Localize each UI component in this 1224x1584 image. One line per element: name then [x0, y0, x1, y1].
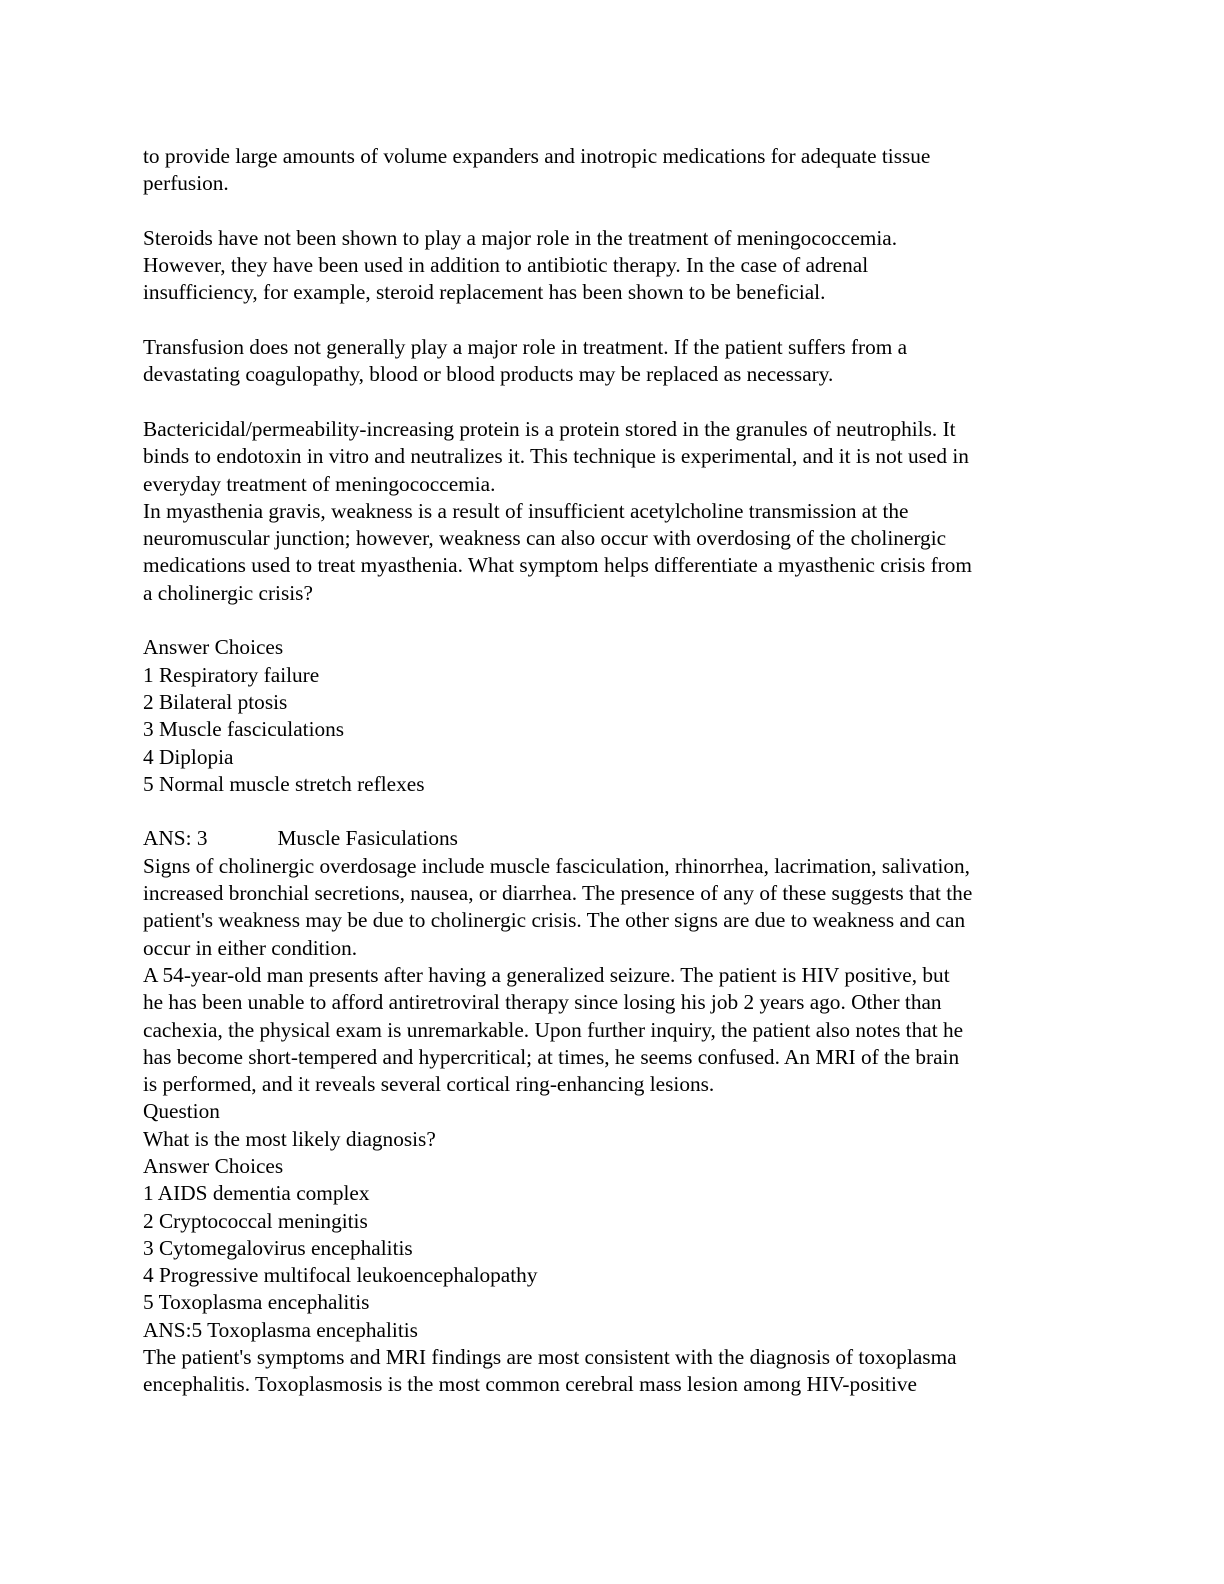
text-line: In myasthenia gravis, weakness is a result of insufficient acetylcholine transmission at the [143, 498, 909, 523]
text-line: is performed, and it reveals several cortical ring-enhancing lesions. [143, 1072, 715, 1097]
text-line: occur in either condition. [143, 935, 358, 960]
text-line: binds to endotoxin in vitro and neutralizes it. This technique is experimental, and it is not used in [143, 444, 969, 469]
answer-choice: 2 Cryptococcal meningitis [143, 1208, 368, 1233]
paragraph-bactericidal-protein [143, 416, 1083, 498]
text-line: medications used to treat myasthenia. What symptom helps differentiate a myasthenic crisis from [143, 553, 972, 578]
text-line: increased bronchial secretions, nausea, or diarrhea. The presence of any of these suggests that the [143, 881, 973, 906]
text-line: insufficiency, for example, steroid replacement has been shown to be beneficial. [143, 280, 826, 305]
paragraph-volume-expanders [143, 143, 1083, 198]
paragraph-steroids [143, 225, 1083, 307]
answer-line-hiv: ANS:5 Toxoplasma encephalitis [143, 1317, 418, 1342]
case-hiv-seizure [143, 962, 1083, 1098]
text-line: neuromuscular junction; however, weakness can also occur with overdosing of the cholinergic [143, 526, 947, 551]
answer-choice: 2 Bilateral ptosis [143, 689, 288, 714]
answer-label: ANS: 3 [143, 826, 208, 851]
paragraph-gap [143, 307, 1083, 334]
explanation-hiv [143, 1344, 1083, 1399]
question-heading: Question [143, 1099, 220, 1124]
text-line: patient's weakness may be due to cholinergic crisis. The other signs are due to weakness and can [143, 908, 966, 933]
text-line: he has been unable to afford antiretroviral therapy since losing his job 2 years ago. Other than [143, 990, 942, 1015]
paragraph-gap [143, 198, 1083, 225]
text-line: Bactericidal/permeability-increasing protein is a protein stored in the granules of neutrophils. It [143, 416, 956, 441]
paragraph-gap [143, 798, 1083, 825]
paragraph-transfusion [143, 334, 1083, 389]
question-text: What is the most likely diagnosis? [143, 1126, 436, 1151]
answer-choice: 5 Normal muscle stretch reflexes [143, 771, 425, 796]
text-line: Transfusion does not generally play a major role in treatment. If the patient suffers from a [143, 335, 908, 360]
answer-choices-hiv [143, 1153, 1083, 1317]
answer-choice: 3 Muscle fasciculations [143, 717, 345, 742]
answer-text: Muscle Fasiculations [277, 826, 458, 851]
paragraph-gap [143, 389, 1083, 416]
answer-choices-myasthenia [143, 634, 1083, 798]
answer-choices-heading: Answer Choices [143, 1153, 284, 1178]
explanation-myasthenia [143, 853, 1083, 962]
text-line: encephalitis. Toxoplasmosis is the most common cerebral mass lesion among HIV-positive [143, 1372, 917, 1397]
answer-choice: 5 Toxoplasma encephalitis [143, 1290, 370, 1315]
document-body [143, 143, 1083, 1399]
text-line: Steroids have not been shown to play a major role in the treatment of meningococcemia. [143, 225, 898, 250]
text-line: devastating coagulopathy, blood or blood products may be replaced as necessary. [143, 362, 834, 387]
text-line: The patient's symptoms and MRI findings are most consistent with the diagnosis of toxoplasma [143, 1345, 957, 1370]
answer-choice: 4 Diplopia [143, 744, 234, 769]
text-line: a cholinergic crisis? [143, 580, 313, 605]
answer-choices-heading: Answer Choices [143, 635, 284, 660]
answer-choice: 4 Progressive multifocal leukoencephalopathy [143, 1263, 538, 1288]
text-line: everyday treatment of meningococcemia. [143, 471, 496, 496]
answer-choice: 1 AIDS dementia complex [143, 1181, 370, 1206]
text-line: has become short-tempered and hypercritical; at times, he seems confused. An MRI of the brain [143, 1044, 960, 1069]
answer-choice: 1 Respiratory failure [143, 662, 320, 687]
question-myasthenia [143, 498, 1083, 607]
text-line: cachexia, the physical exam is unremarkable. Upon further inquiry, the patient also notes that he [143, 1017, 964, 1042]
paragraph-gap [143, 607, 1083, 634]
text-line: However, they have been used in addition to antibiotic therapy. In the case of adrenal [143, 253, 869, 278]
text-line: perfusion. [143, 171, 229, 196]
answer-choice: 3 Cytomegalovirus encephalitis [143, 1235, 413, 1260]
text-line: Signs of cholinergic overdosage include muscle fasciculation, rhinorrhea, lacrimation, salivation, [143, 853, 970, 878]
text-line: to provide large amounts of volume expanders and inotropic medications for adequate tissue [143, 144, 931, 168]
answer-line-myasthenia [143, 825, 1083, 852]
text-line: A 54-year-old man presents after having a generalized seizure. The patient is HIV positive, but [143, 962, 950, 987]
